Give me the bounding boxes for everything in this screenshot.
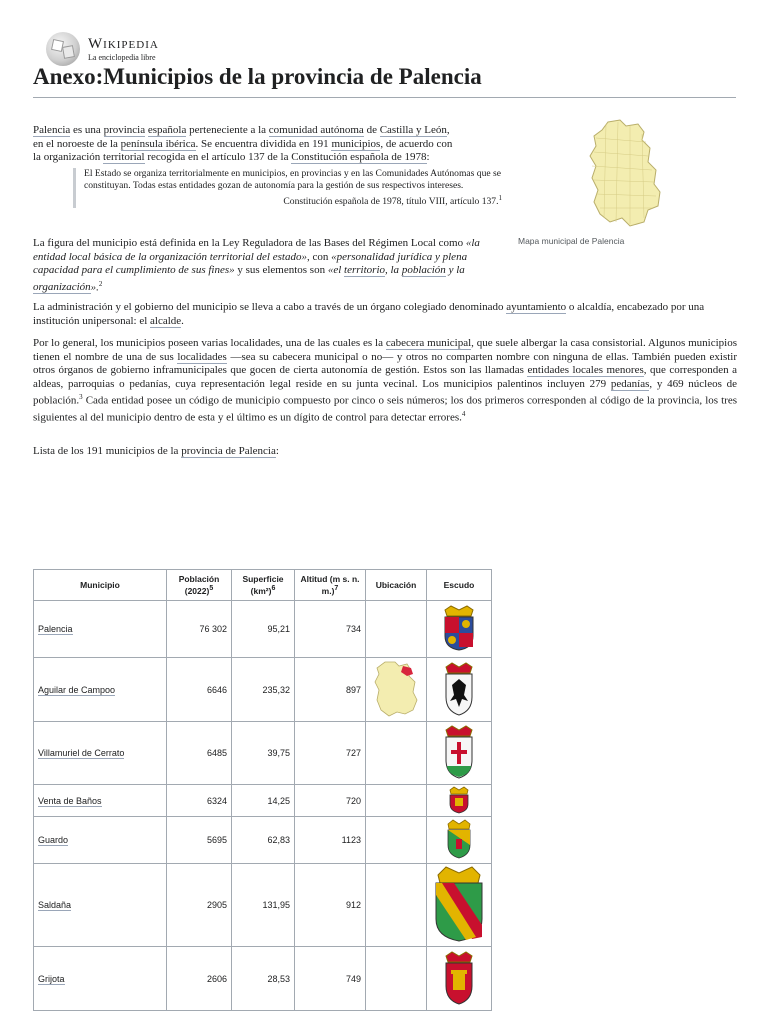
cell-pop: 6324 (167, 785, 232, 817)
link-entidades-locales-menores[interactable]: entidades locales menores (527, 364, 644, 376)
text: la organización (33, 151, 104, 163)
coat-of-arms-icon[interactable] (446, 786, 472, 814)
cell-location (366, 864, 427, 947)
text: La figura del municipio está definida en la Ley Reguladora de las Bases del Régimen Local como (33, 237, 464, 249)
cell-pop: 2905 (167, 864, 232, 947)
link-palencia[interactable]: Palencia (33, 124, 71, 136)
title-divider (33, 97, 736, 98)
intro-line-3 (33, 151, 503, 165)
table-row (34, 658, 492, 722)
cell-coat (427, 785, 492, 817)
intro-paragraph (33, 124, 503, 165)
cell-pop: 6485 (167, 722, 232, 785)
link-peninsula-iberica[interactable]: península ibérica (120, 137, 196, 150)
table-row (34, 947, 492, 1011)
cell-location (366, 817, 427, 864)
cell-area: 131,95 (232, 864, 295, 947)
header-label: Superficie (km²) (242, 574, 284, 596)
text: : (275, 445, 279, 457)
palencia-map-icon (586, 118, 664, 230)
blockquote (73, 168, 502, 208)
municipio-link[interactable]: Guardo (38, 835, 69, 845)
link-castilla-y-leon[interactable]: Castilla y León (379, 124, 447, 136)
quote-inline: «la entidad local básica de la organización territorial del estado» (33, 237, 480, 263)
coat-of-arms-icon[interactable] (442, 950, 476, 1006)
cell-alt: 734 (295, 601, 366, 658)
cell-coat (427, 817, 492, 864)
paragraph-localidades (33, 337, 737, 425)
col-ubicacion[interactable] (366, 570, 427, 601)
link-ayuntamiento[interactable]: ayuntamiento (506, 301, 567, 313)
link-espanola[interactable]: española (147, 124, 187, 136)
text: . (181, 314, 184, 327)
table-row (34, 817, 492, 864)
ref-3[interactable]: 3 (79, 393, 83, 401)
text: , (446, 124, 450, 136)
cell-name (34, 601, 167, 658)
text: —sea su cabecera municipal o no— y otros no comparten nombre con ninguna de ellas. También pueden existir otros órganos de gobierno inframunicipales que gocen de cierta autonomía de gestión. Estos son las llamadas (33, 350, 737, 376)
table-row (34, 864, 492, 947)
cell-location (366, 601, 427, 658)
cell-coat (427, 947, 492, 1011)
ref-6[interactable]: 6 (271, 585, 276, 593)
quote-text: El Estado se organiza territorialmente en municipios, en provincias y en las Comunidades Autónomas que se constituyan. Todas estas entidades gozan de autonomía para la gestión de sus respectivos intereses. (84, 168, 502, 191)
cell-area: 39,75 (232, 722, 295, 785)
link-poblacion[interactable]: población (401, 264, 446, 276)
table-row (34, 722, 492, 785)
cell-name (34, 658, 167, 722)
cell-location (366, 658, 427, 722)
link-provincia-de-palencia[interactable]: provincia de Palencia (181, 445, 276, 457)
text: y la (445, 264, 465, 276)
ref-7[interactable]: 7 (334, 585, 339, 593)
table-row (34, 785, 492, 817)
coat-of-arms-icon[interactable] (442, 724, 476, 780)
municipio-link[interactable]: Palencia (38, 624, 73, 634)
cell-area: 95,21 (232, 601, 295, 658)
location-map-icon[interactable] (373, 660, 419, 718)
coat-of-arms-icon[interactable] (442, 661, 476, 717)
quote-cite (84, 193, 502, 208)
cite-text: Constitución española de 1978, título VIII, artículo 137. (283, 196, 499, 208)
municipio-link[interactable]: Venta de Baños (38, 795, 102, 806)
wikipedia-globe-icon[interactable] (46, 32, 80, 66)
cell-alt: 720 (295, 785, 366, 817)
cell-coat (427, 864, 492, 947)
municipio-link[interactable]: Aguilar de Campoo (38, 684, 116, 695)
ref-1[interactable]: 1 (498, 194, 502, 202)
header-label: Ubicación (375, 580, 417, 590)
link-organizacion[interactable]: organización (33, 281, 91, 294)
text: ». (90, 281, 99, 294)
text: Lista de los 191 municipios de la (33, 445, 182, 457)
cell-pop: 2606 (167, 947, 232, 1011)
table-header-row (34, 570, 492, 601)
link-territorio[interactable]: territorio (344, 264, 385, 276)
ref-5[interactable]: 5 (209, 585, 214, 593)
text: , que corresponden a aldeas, parroquias o pedanías, cuya representación legal reside en su junta vecinal. Los municipios palentinos incluyen 279 (33, 364, 737, 390)
cell-location (366, 722, 427, 785)
link-comunidad-autonoma[interactable]: comunidad autónoma (268, 124, 364, 136)
text: , y 469 núcleos de población. (33, 377, 738, 407)
cell-area: 14,25 (232, 785, 295, 817)
cell-pop: 6646 (167, 658, 232, 722)
text: recogida en el artículo 137 de la (144, 151, 292, 163)
text: en el noroeste de la (33, 137, 121, 150)
link-pedanias[interactable]: pedanías (610, 377, 650, 390)
cell-coat (427, 722, 492, 785)
text: Cada entidad posee un código de municipio compuesto por cinco o seis números; los dos primeros corresponden al código de la provincia, los tres siguientes al del municipio dentro de esta y el último es un dígito de control para detectar errores. (33, 394, 737, 424)
link-territorial[interactable]: territorial (103, 151, 145, 163)
coat-of-arms-icon[interactable] (439, 604, 479, 652)
quote-inline: «el (327, 264, 345, 276)
text: , con (306, 250, 332, 263)
text: . Se encuentra dividida en 191 (195, 137, 332, 150)
col-poblacion[interactable] (167, 570, 232, 601)
municipio-link[interactable]: Villamuriel de Cerrato (38, 748, 125, 758)
page-title: Anexo:Municipios de la provincia de Palencia (33, 64, 482, 89)
paragraph-municipio (33, 237, 499, 295)
paragraph-lista (33, 445, 633, 459)
cell-alt: 749 (295, 947, 366, 1011)
link-municipios[interactable]: municipios (331, 137, 381, 150)
header-label: Población (2022) (178, 574, 220, 596)
text: La administración y el gobierno del municipio se lleva a cabo a través de un órgano colegiado denominado (33, 301, 507, 313)
link-cabecera-municipal[interactable]: cabecera municipal (385, 337, 472, 349)
link-provincia[interactable]: provincia (103, 124, 146, 136)
wordmark[interactable] (88, 37, 159, 62)
col-altitud[interactable] (295, 570, 366, 601)
ref-4[interactable]: 4 (461, 410, 466, 419)
intro-line-2 (33, 138, 503, 152)
province-map[interactable] (586, 118, 664, 230)
header-label: Altitud (m s. n. m.) (300, 574, 360, 596)
cell-pop: 76 302 (167, 601, 232, 658)
text: y sus elementos son (234, 264, 328, 276)
cell-name (34, 864, 167, 947)
text: o alcaldía, encabezado por una institución unipersonal: el (33, 301, 705, 327)
text: perteneciente a la (186, 124, 269, 136)
municipio-link[interactable]: Grijota (38, 973, 65, 984)
cell-location (366, 785, 427, 817)
coat-of-arms-icon[interactable] (444, 819, 474, 859)
text: Por lo general, los municipios poseen varias localidades, una de las cuales es la (33, 337, 386, 349)
cell-name (34, 722, 167, 785)
table-row (34, 601, 492, 658)
cell-alt: 1123 (295, 817, 366, 864)
col-escudo[interactable] (427, 570, 492, 601)
header-label: Municipio (80, 580, 120, 590)
text: es una (70, 124, 104, 136)
cell-alt: 727 (295, 722, 366, 785)
cell-coat (427, 601, 492, 658)
map-caption: Mapa municipal de Palencia (518, 236, 625, 246)
text: , la (385, 264, 402, 276)
cell-area: 235,32 (232, 658, 295, 722)
site-tagline: La enciclopedia libre (88, 52, 156, 62)
site-name[interactable]: Wikipedia (88, 35, 159, 52)
text: , de acuerdo con (380, 137, 453, 150)
link-alcalde[interactable]: alcalde (150, 314, 182, 327)
col-superficie[interactable] (232, 570, 295, 601)
municipio-link[interactable]: Saldaña (38, 900, 72, 910)
cell-area: 28,53 (232, 947, 295, 1011)
cell-area: 62,83 (232, 817, 295, 864)
cell-name (34, 785, 167, 817)
municipios-table (33, 569, 492, 1011)
cell-pop: 5695 (167, 817, 232, 864)
cell-name (34, 947, 167, 1011)
text: de (363, 124, 380, 136)
link-localidades[interactable]: localidades (177, 350, 227, 363)
cell-alt: 897 (295, 658, 366, 722)
cell-name (34, 817, 167, 864)
text: , que suele albergar la casa consistorial. Algunos municipios tienen el nombre de una de sus (33, 337, 737, 363)
link-constitucion[interactable]: Constitución española de 1978 (291, 151, 427, 163)
coat-of-arms-icon[interactable] (432, 865, 486, 943)
header-label: Escudo (443, 580, 475, 590)
cell-alt: 912 (295, 864, 366, 947)
ref-2[interactable]: 2 (98, 279, 103, 288)
col-municipio[interactable] (34, 570, 167, 601)
paragraph-administracion (33, 301, 737, 328)
cell-coat (427, 658, 492, 722)
intro-line-1 (33, 124, 503, 138)
quote-inline: «personalidad jurídica y plena capacidad para el cumplimiento de sus fines» (33, 250, 468, 276)
site-header[interactable] (46, 32, 159, 66)
text: : (426, 151, 430, 163)
cell-location (366, 947, 427, 1011)
